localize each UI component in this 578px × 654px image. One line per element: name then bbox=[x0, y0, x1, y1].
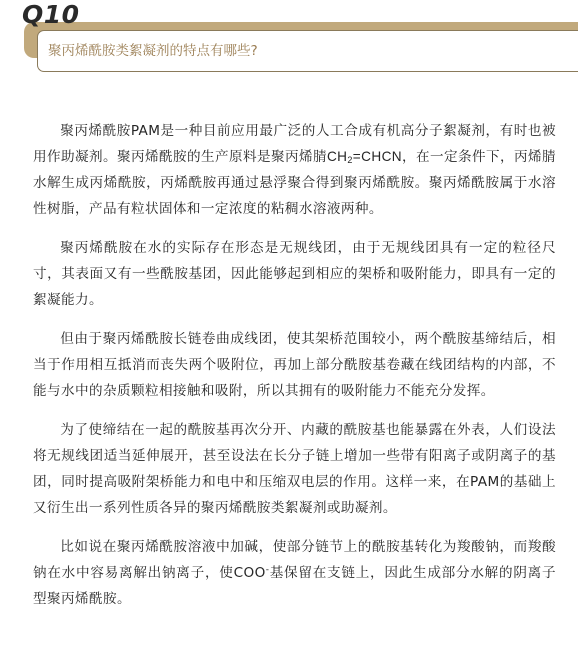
paragraph-5-text-b: 基保留在支链上，因此生成部分水解的阴离子型聚丙烯酰胺。 bbox=[33, 565, 556, 607]
question-title: 聚丙烯酰胺类絮凝剂的特点有哪些? bbox=[48, 43, 258, 59]
formula-part-a: CH bbox=[326, 149, 348, 164]
paragraph-5 bbox=[33, 534, 556, 612]
formula-part-b: =CHCN bbox=[352, 149, 403, 164]
paragraph-1-text-b: ，在一定条件下，丙烯腈水解生成丙烯酰胺，丙烯酰胺再通过悬浮聚合得到聚丙烯酰胺。聚丙烯酰胺属于水溶性树脂，产品有粒状固体和一定浓度的粘稠水溶液两种。 bbox=[33, 149, 556, 217]
paragraph-1-text-a: 聚丙烯酰胺PAM是一种目前应用最广泛的人工合成有机高分子絮凝剂，有时也被用作助凝剂。聚丙烯酰胺的生产原料是聚丙烯腈 bbox=[33, 123, 556, 165]
chemical-formula bbox=[327, 149, 402, 164]
question-number: Q10 bbox=[22, 0, 80, 29]
question-header bbox=[0, 0, 578, 80]
paragraph-3: 但由于聚丙烯酰胺长链卷曲成线团，使其架桥范围较小，两个酰胺基缔结后，相当于作用相互抵消而丧失两个吸附位，再加上部分酰胺基卷藏在线团结构的内部，不能与水中的杂质颗粒相接触和吸附，所以其拥有的吸附能力不能充分发挥。 bbox=[33, 331, 556, 399]
answer-body bbox=[33, 118, 556, 625]
charge-superscript: - bbox=[265, 565, 270, 575]
paragraph-4: 为了使缔结在一起的酰胺基再次分开、内藏的酰胺基也能暴露在外表，人们设法将无规线团适当延伸展开，甚至设法在长分子链上增加一些带有阳离子或阴离子的基团，同时提高吸附架桥能力和电中和压缩双电层的作用。这样一来，在PAM的基础上又衍生出一系列性质各异的聚丙烯酰胺类絮凝剂或助凝剂。 bbox=[33, 422, 556, 516]
question-box bbox=[37, 30, 578, 72]
paragraph-2: 聚丙烯酰胺在水的实际存在形态是无规线团，由于无规线团具有一定的粒径尺寸，其表面又有一些酰胺基团，因此能够起到相应的架桥和吸附能力，即具有一定的絮凝能力。 bbox=[33, 240, 556, 308]
paragraph-5-text-a: 比如说在聚丙烯酰胺溶液中加碱，使部分链节上的酰胺基转化为羧酸钠，而羧酸钠在水中容易离解出钠离子，使COO bbox=[33, 539, 556, 581]
paragraph-1 bbox=[33, 118, 556, 222]
formula-subscript: 2 bbox=[347, 155, 353, 165]
